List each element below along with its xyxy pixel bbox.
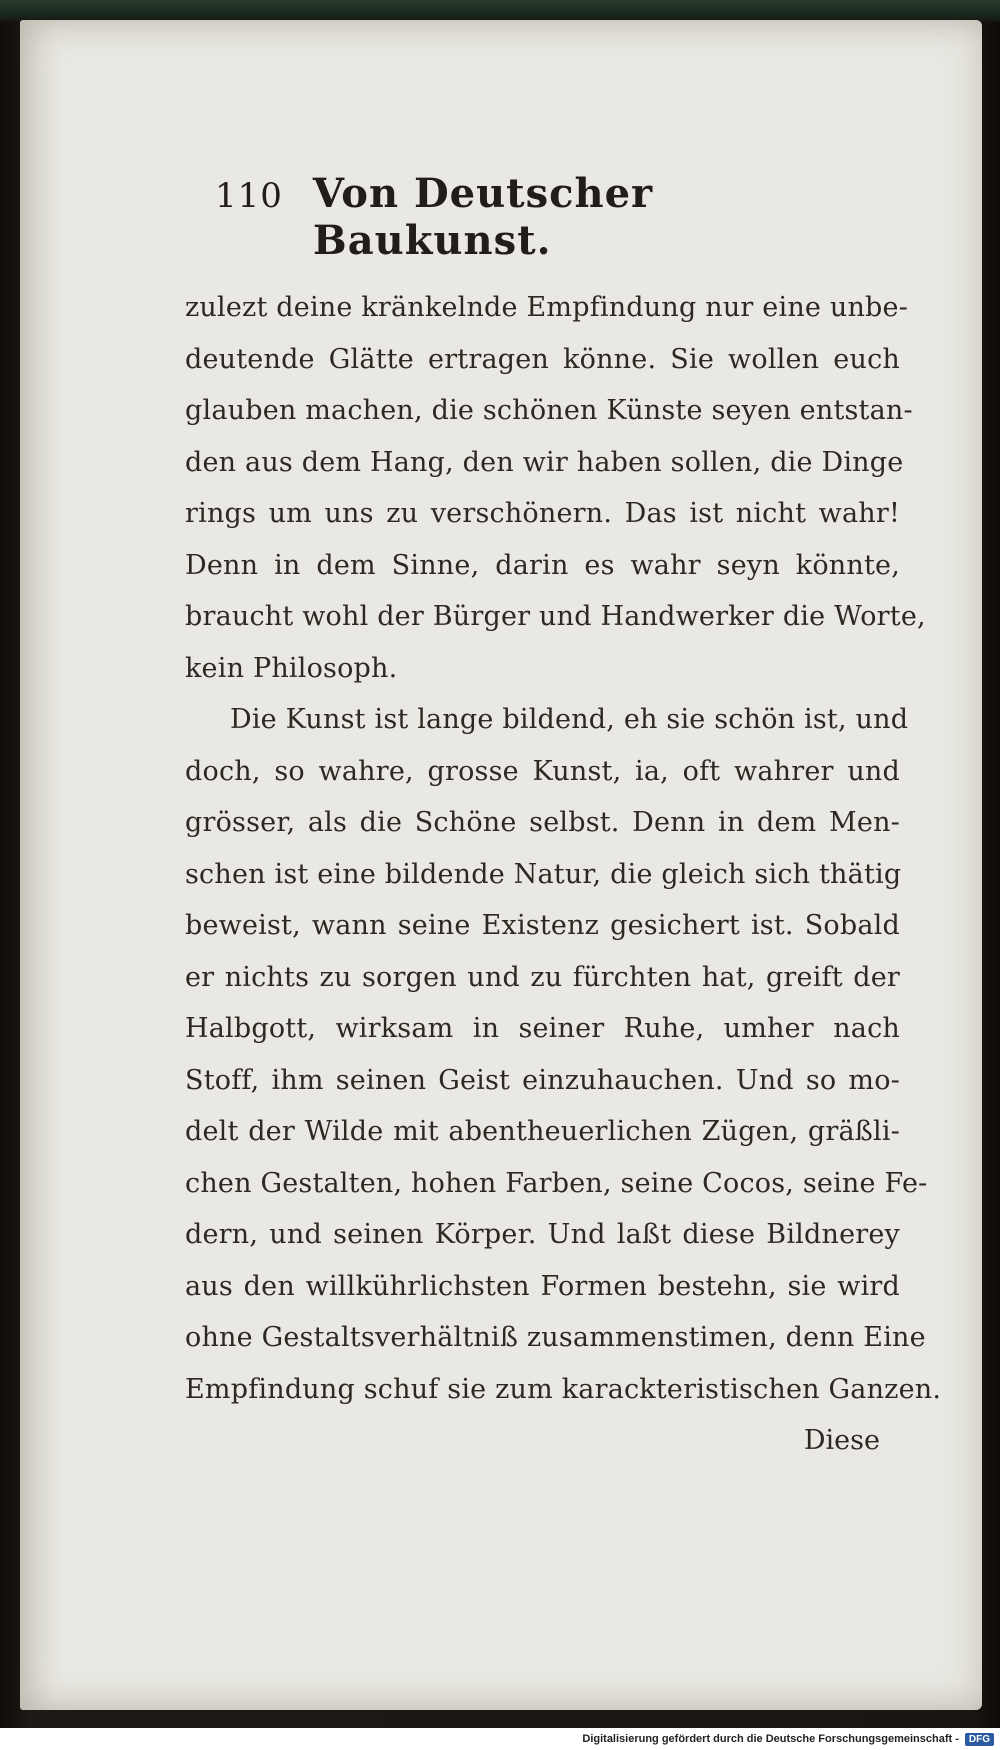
text-line: Empfindung schuf sie zum karackteristischen Ganzen. xyxy=(185,1373,942,1405)
text-line: kein Philosoph. xyxy=(185,652,398,684)
running-title: Von Deutscher Baukunst. xyxy=(312,170,654,264)
text-line: Die Kunst ist lange bildend, eh sie schön ist, und xyxy=(230,704,909,735)
text-line: Denn in dem Sinne, darin es wahr seyn könnte, xyxy=(185,549,900,581)
running-head xyxy=(215,170,900,264)
text-line: aus den willkührlichsten Formen bestehn, sie wird xyxy=(185,1270,900,1302)
text-line: chen Gestalten, hohen Farben, seine Cocos, seine Fe- xyxy=(185,1167,928,1199)
text-line: braucht wohl der Bürger und Handwerker die Worte, xyxy=(185,601,926,632)
footer-bar xyxy=(0,1728,1000,1750)
page-number: 110 xyxy=(215,176,283,216)
footer-credit: Digitalisierung gefördert durch die Deutsche Forschungsgemeinschaft - xyxy=(582,1733,959,1745)
text-line: deutende Glätte ertragen könne. Sie wollen euch xyxy=(185,343,900,375)
text-line: beweist, wann seine Existenz gesichert ist. Sobald xyxy=(185,910,900,941)
text-line: schen ist eine bildende Natur, die gleich sich thätig xyxy=(185,858,902,890)
text-line: grösser, als die Schöne selbst. Denn in dem Men- xyxy=(185,807,900,838)
text-line: zulezt deine kränkelnde Empfindung nur eine unbe- xyxy=(185,292,909,323)
text-line: er nichts zu sorgen und zu fürchten hat, greift der xyxy=(185,961,900,993)
text-line: dern, und seinen Körper. Und laßt diese Bildnerey xyxy=(185,1219,900,1250)
text-line: rings um uns zu verschönern. Das ist nicht wahr! xyxy=(185,498,900,529)
text-line: ohne Gestaltsverhältniß zusammenstimen, denn Eine xyxy=(185,1322,926,1353)
text-line: Stoff, ihm seinen Geist einzuhauchen. Und so mo- xyxy=(185,1064,900,1096)
text-line: Halbgott, wirksam in seiner Ruhe, umher nach xyxy=(185,1013,900,1044)
text-line: den aus dem Hang, den wir haben sollen, die Dinge xyxy=(185,446,904,478)
scan-top-edge xyxy=(0,0,1000,22)
text-line: glauben machen, die schönen Künste seyen entstan- xyxy=(185,395,913,426)
text-line: delt der Wilde mit abentheuerlichen Zügen, gräßli- xyxy=(185,1116,900,1147)
text-line: doch, so wahre, grosse Kunst, ia, oft wahrer und xyxy=(185,755,900,787)
catchword: Diese xyxy=(803,1425,880,1456)
dfg-logo-icon: DFG xyxy=(965,1733,994,1746)
page-content xyxy=(185,170,942,1467)
book-page xyxy=(20,20,982,1710)
